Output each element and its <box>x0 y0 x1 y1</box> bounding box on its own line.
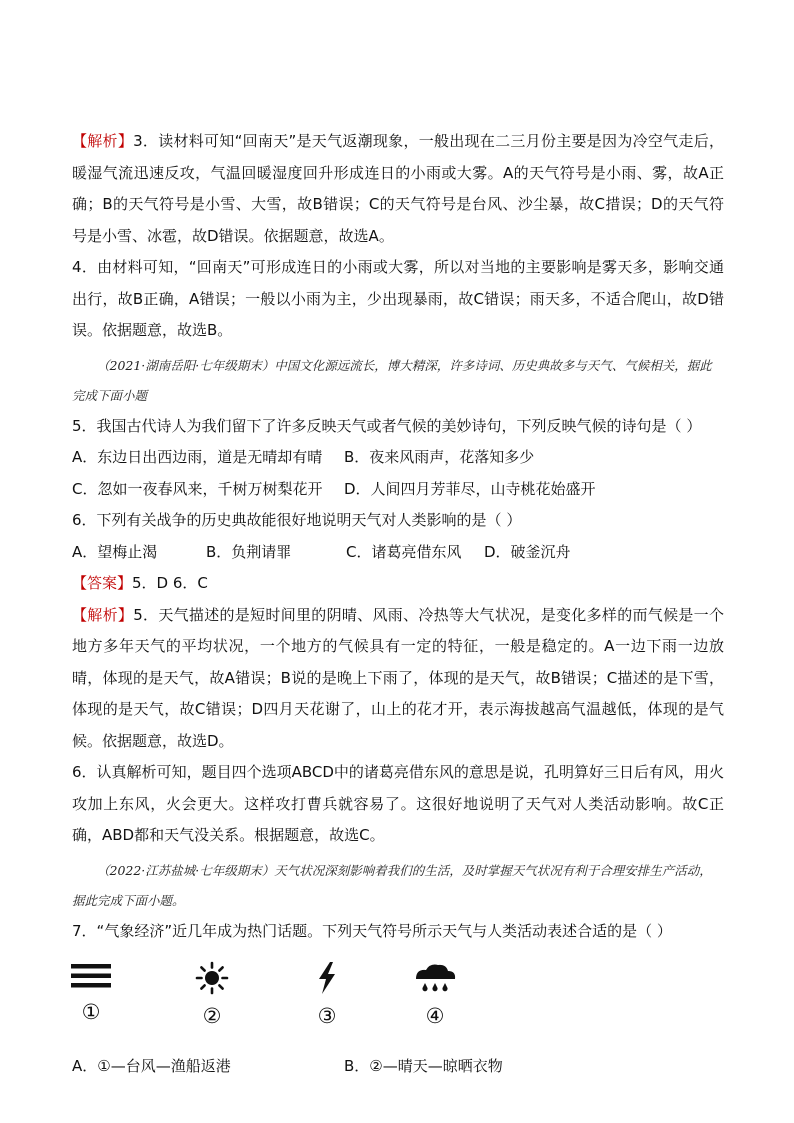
question-5: 5．我国古代诗人为我们留下了许多反映天气或者气候的美妙诗句，下列反映气候的诗句是（ ） <box>72 416 702 435</box>
analysis-3-text: 3．读材料可知“回南天”是天气返潮现象，一般出现在二三月份主要是因为冷空气走后，暖湿气流迅速反攻，气温回暖湿度回升形成连日的小雨或大雾。A的天气符号是小雨、雾，故A正确；B的天气符号是小雪、大雪，故B错误；C的天气符号是台风、沙尘暴，故C措误；D的天气符号是小雪、冰雹，故D错误。依据题意，故选A。 <box>72 132 724 245</box>
analysis-tag-2: 【解析】 <box>72 605 134 624</box>
analysis-tag: 【解析】 <box>72 132 134 150</box>
weather-symbol-4 <box>400 961 470 1029</box>
option-5d: D．人间四月芳菲尽，山寺桃花始盛开 <box>344 479 596 498</box>
answer-text: 5．D 6．C <box>132 574 208 592</box>
symbol-label-4: ④ <box>425 1004 445 1028</box>
sun-icon <box>192 961 232 995</box>
option-6a: A．望梅止渴 <box>72 542 158 561</box>
option-6c: C．诸葛亮借东风 <box>346 542 462 561</box>
option-5b: B．夜来风雨声，花落知多少 <box>344 448 535 466</box>
option-7a: A．①—台风—渔船返港 <box>72 1057 231 1075</box>
source-note-2022: （2022·江苏盐城·七年级期末）天气状况深刻影响着我们的生活，及时掌握天气状况有利于合理安排生产活动，据此完成下面小题。 <box>72 862 712 908</box>
question-5-options-cd <box>72 474 724 506</box>
symbol-label-2: ② <box>202 1004 222 1028</box>
question-7: 7．“气象经济”近几年成为热门话题。下列天气符号所示天气与人类活动表述合适的是（ ） <box>72 921 672 940</box>
symbol-label-3: ③ <box>317 1004 337 1028</box>
question-6-options <box>72 537 724 569</box>
fog-icon <box>69 961 113 991</box>
analysis-5 <box>72 600 724 758</box>
option-5c: C．忽如一夜春风来，千树万树梨花开 <box>72 479 323 498</box>
answer-line <box>72 568 724 600</box>
weather-symbols-row <box>72 961 724 1051</box>
analysis-6-text: 6．认真解析可知，题目四个选项ABCD中的诸葛亮借东风的意思是说，孔明算好三日后有风，用火攻加上东风，火会更大。这样攻打曹兵就容易了。这很好地说明了天气对人类活动影响。故C正确，ABD都和天气没关系。根据题意，故选C。 <box>72 763 724 844</box>
document-page <box>72 126 724 1083</box>
analysis-4-text: 4．由材料可知，“回南天”可形成连日的小雨或大雾，所以对当地的主要影响是雾天多，影响交通出行，故B正确，A错误；一般以小雨为主，少出现暴雨，故C错误；雨天多，不适合爬山，故D错误。依据题意，故选B。 <box>72 258 724 339</box>
option-5a: A．东边日出西边雨，道是无晴却有晴 <box>72 448 323 466</box>
question-7-options-ab <box>72 1051 724 1083</box>
answer-tag: 【答案】 <box>72 574 133 592</box>
weather-symbol-3 <box>292 961 362 1029</box>
option-6b: B．负荆请罪 <box>206 542 292 561</box>
question-5-options-ab <box>72 442 724 474</box>
weather-symbol-1 <box>56 961 126 1025</box>
weather-symbol-2 <box>177 961 247 1029</box>
analysis-5-text: 5．天气描述的是短时间里的阴晴、风雨、冷热等大气状况，是变化多样的而气候是一个地方多年天气的平均状况，一个地方的气候具有一定的特征，一般是稳定的。A一边下雨一边放晴，体现的是天气，故A错误；B说的是晚上下雨了，体现的是天气，故B错误；C描述的是下雪，体现的是天气，故C错误；D四月天花谢了，山上的花才开，表示海拔越高气温越低，体现的是气候。依据题意，故选D。 <box>72 605 724 750</box>
rain-cloud-icon <box>410 961 460 995</box>
question-6: 6．下列有关战争的历史典故能很好地说明天气对人类影响的是（ ） <box>72 511 522 529</box>
symbol-label-1: ① <box>81 1000 101 1024</box>
source-note-2021: （2021·湖南岳阳·七年级期末）中国文化源远流长，博大精深，许多诗词、历史典故多与天气、气候相关，据此完成下面小题 <box>72 357 712 403</box>
analysis-3-4-part1 <box>72 126 724 252</box>
option-6d: D．破釜沉舟 <box>484 542 571 561</box>
option-7b: B．②—晴天—晾晒衣物 <box>344 1057 503 1075</box>
lightning-icon <box>312 961 342 995</box>
